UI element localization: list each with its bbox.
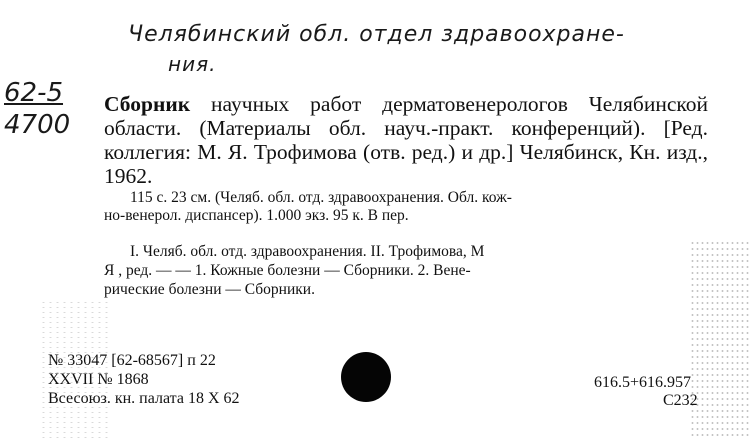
bibliographic-description <box>104 92 708 188</box>
udc-code: 616.5+616.957 <box>594 374 692 391</box>
scan-noise <box>690 240 750 440</box>
tracing-line3: рические болезни — Сборники. <box>104 281 315 298</box>
tracing-line1: I. Челяб. обл. отд. здравоохранения. II. Трофимова, М <box>130 243 485 260</box>
physical-description-line1: 115 с. 23 см. (Челяб. обл. отд. здравоохранения. Обл. кож- <box>130 189 512 206</box>
title-bold: Сборник <box>104 92 191 116</box>
description-text: научных работ дерматовенерологов Челябинской области. (Материалы обл. науч.-практ. конференций). [Ред. коллегия: М. Я. Трофимова (отв. ред.) и др.] Челябинск, Кн. изд., 1962. <box>104 92 709 188</box>
class-code: C232 <box>663 392 698 409</box>
handwritten-note-line1: Челябинский обл. отдел здравоохране- <box>128 22 625 47</box>
scan-noise <box>40 300 110 440</box>
shelf-mark-bottom: 4700 <box>4 110 71 140</box>
tracing-line2: Я , ред. — — 1. Кожные болезни — Сборники. 2. Вене- <box>104 262 471 279</box>
handwritten-note-line2: ния. <box>168 52 217 76</box>
physical-description-line2: но-венерол. диспансер). 1.000 экз. 95 к. В пер. <box>104 207 409 224</box>
record-chamber: Всесоюз. кн. палата 18 X 62 <box>48 390 240 407</box>
shelf-mark-top: 62-5 <box>4 78 64 108</box>
record-number: № 33047 [62-68567] п 22 <box>48 352 216 369</box>
punch-hole <box>341 352 391 402</box>
record-series: XXVII № 1868 <box>48 371 149 388</box>
